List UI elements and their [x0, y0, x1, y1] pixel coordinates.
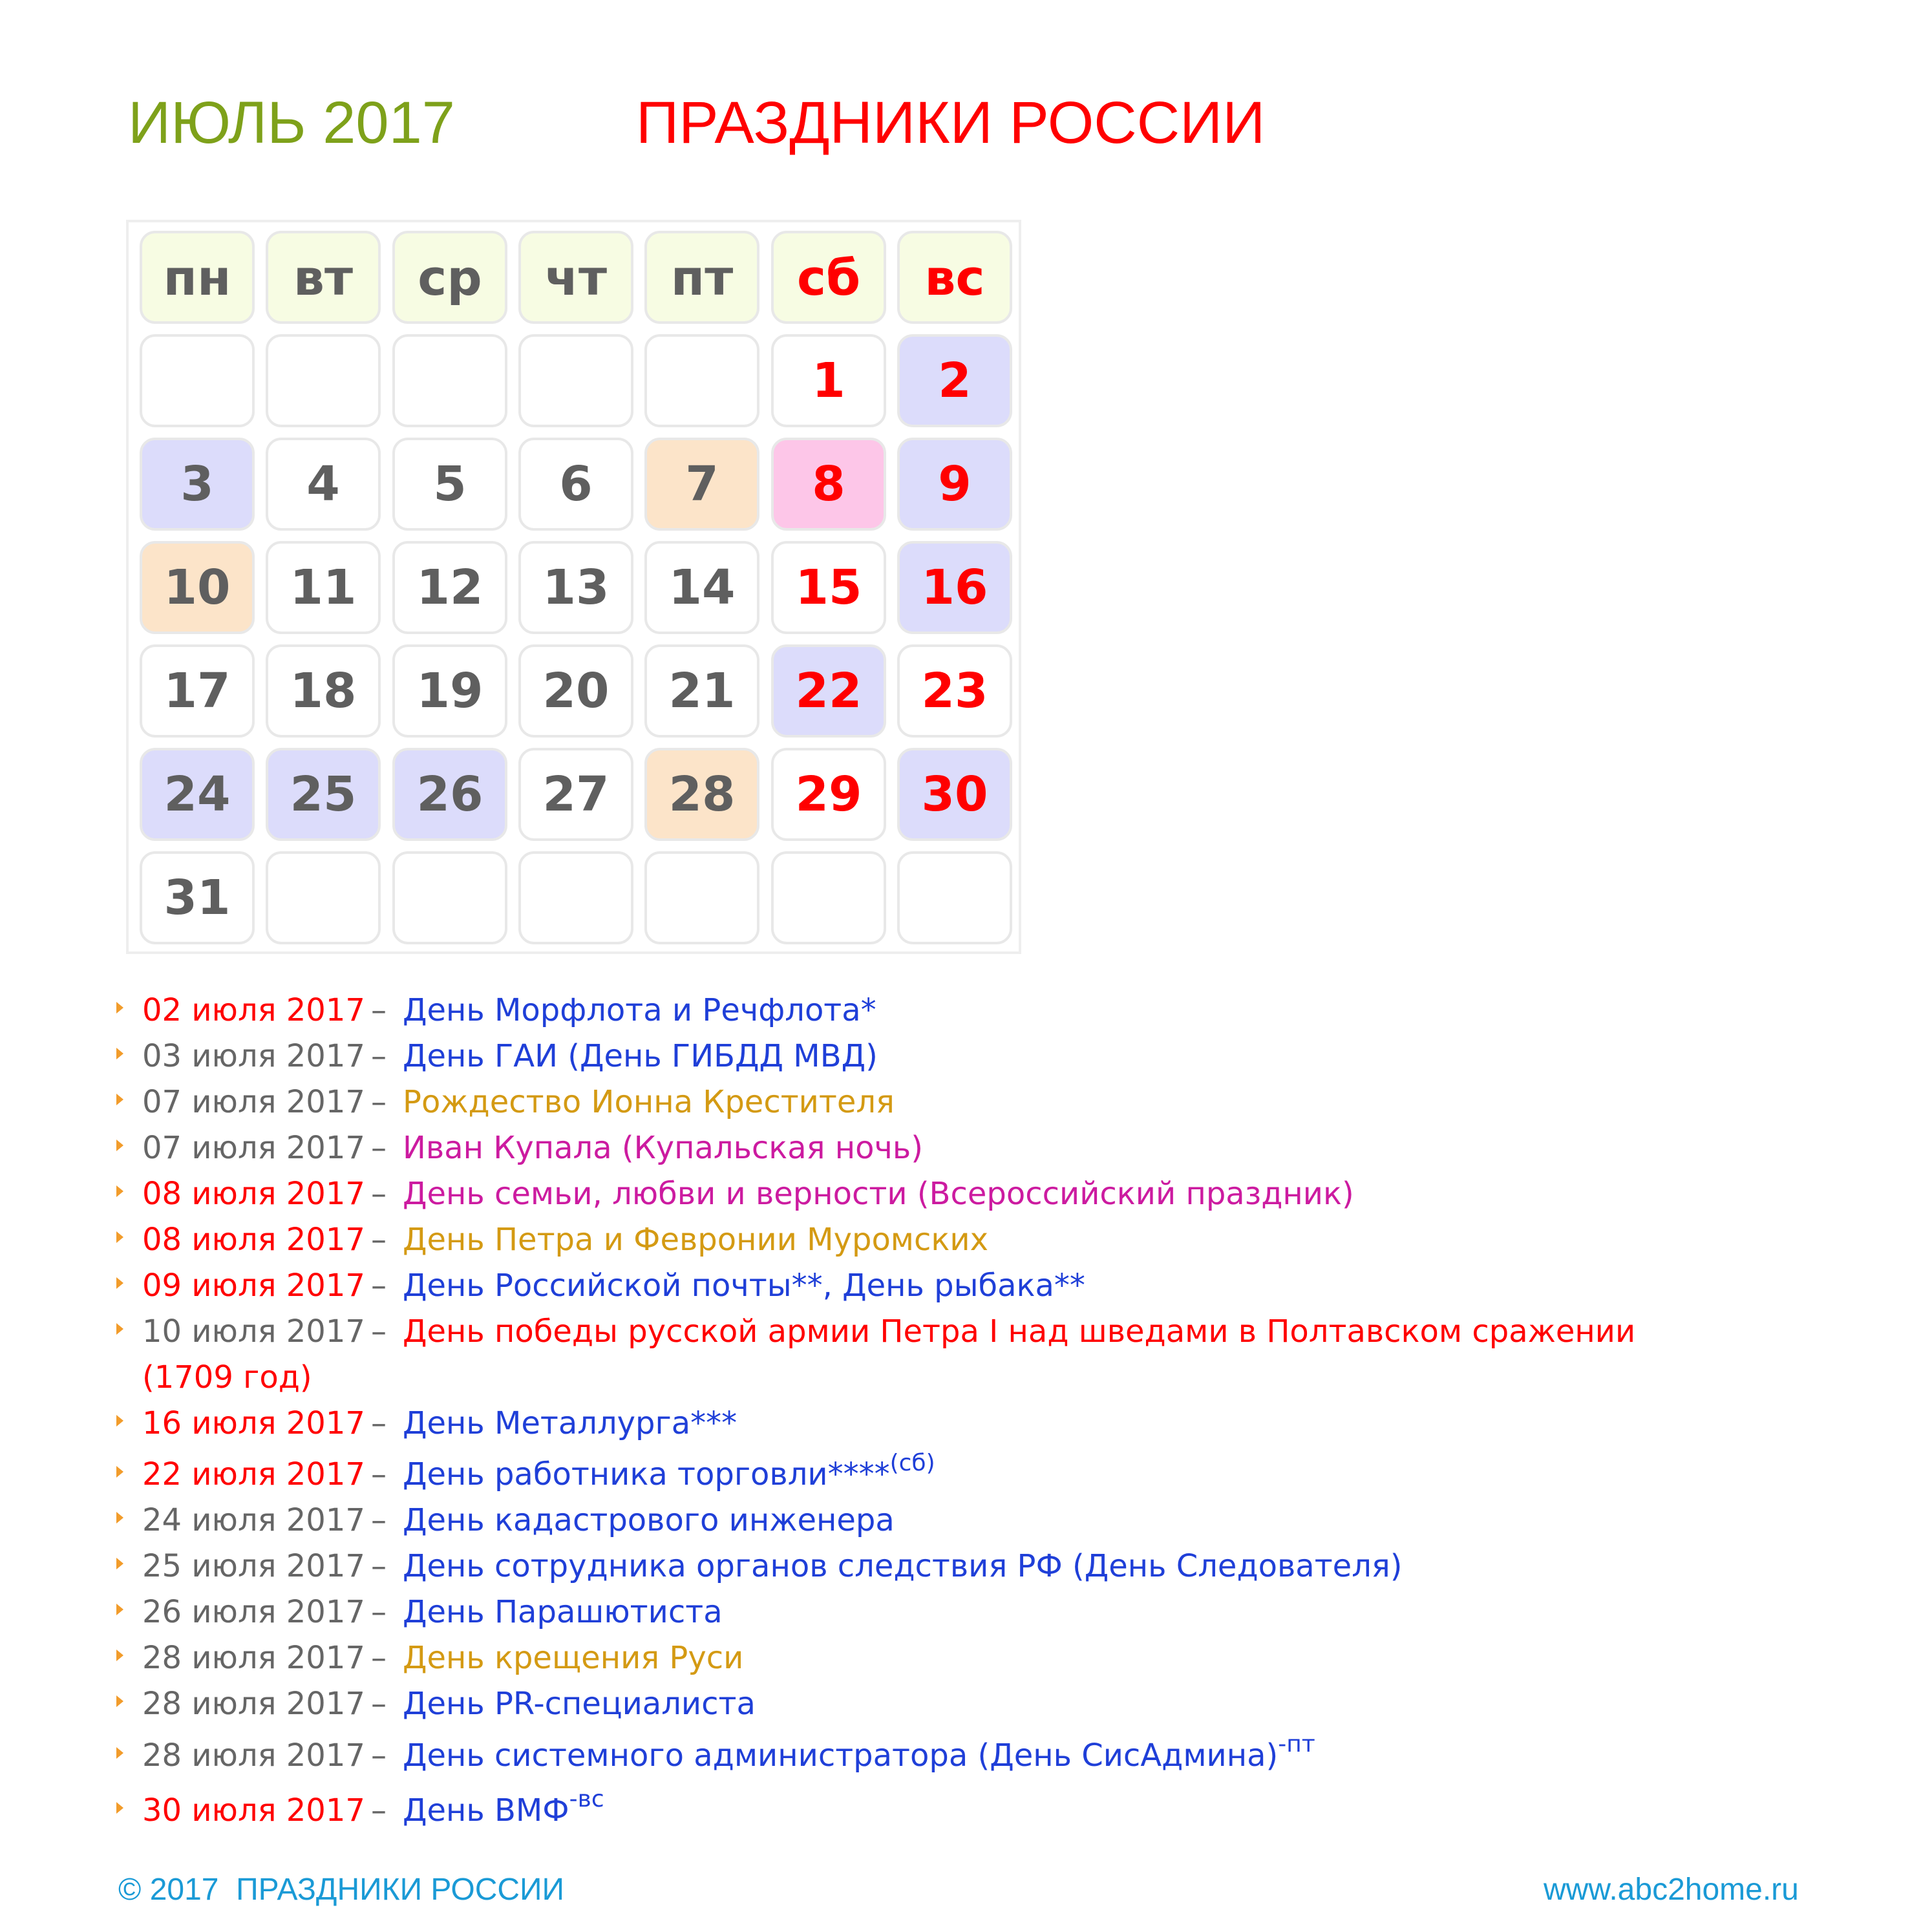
day-cell[interactable]: 27 [518, 748, 633, 841]
day-cell[interactable]: 10 [140, 541, 255, 634]
month-title: ИЮЛЬ 2017 [128, 90, 455, 156]
holiday-name-text: День крещения Руси [403, 1640, 744, 1676]
empty-day-cell [644, 851, 759, 944]
holiday-name[interactable] [403, 1635, 743, 1681]
day-cell[interactable]: 31 [140, 851, 255, 944]
weekday-header: ср [392, 231, 507, 324]
holiday-name[interactable] [403, 1125, 923, 1171]
day-cell[interactable]: 17 [140, 644, 255, 738]
day-cell[interactable]: 18 [266, 644, 381, 738]
weekday-header: вт [266, 231, 381, 324]
empty-day-cell [771, 851, 886, 944]
day-cell[interactable]: 3 [140, 438, 255, 531]
footer-copyright: © 2017 ПРАЗДНИКИ РОССИИ [118, 1873, 565, 1907]
holiday-name[interactable] [403, 1217, 988, 1263]
weekday-header: пт [644, 231, 759, 324]
holiday-date: 30 июля 2017 [142, 1792, 365, 1829]
footer-site-link[interactable]: www.abc2home.ru [1544, 1873, 1799, 1907]
separator-dash: – [371, 1268, 387, 1304]
calendar-grid [126, 220, 1021, 954]
holiday-name[interactable] [403, 1681, 756, 1727]
day-cell[interactable]: 21 [644, 644, 759, 738]
separator-dash: – [371, 1548, 387, 1584]
day-cell[interactable]: 6 [518, 438, 633, 531]
holiday-name[interactable] [403, 1544, 1402, 1589]
holiday-date: 28 июля 2017 [142, 1686, 365, 1722]
holiday-name-text: День кадастрового инженера [403, 1502, 895, 1538]
empty-day-cell [266, 851, 381, 944]
day-cell[interactable]: 26 [392, 748, 507, 841]
separator-dash: – [371, 1456, 387, 1492]
weekday-header: чт [518, 231, 633, 324]
separator-dash: – [371, 1176, 387, 1212]
holiday-name-text: День Российской почты**, День рыбака** [403, 1268, 1085, 1304]
holiday-name[interactable] [403, 1401, 737, 1447]
bullet-triangle-icon [116, 1277, 123, 1289]
empty-day-cell [518, 334, 633, 427]
bullet-triangle-icon [116, 1558, 123, 1569]
holiday-date: 02 июля 2017 [142, 992, 365, 1028]
separator-dash: – [371, 1222, 387, 1258]
holiday-name[interactable] [403, 1788, 604, 1834]
separator-dash: – [371, 1594, 387, 1630]
day-cell[interactable]: 8 [771, 438, 886, 531]
holiday-name[interactable] [403, 1034, 878, 1079]
day-cell[interactable]: 28 [644, 748, 759, 841]
separator-dash: – [371, 1792, 387, 1829]
day-cell[interactable]: 11 [266, 541, 381, 634]
separator-dash: – [371, 1640, 387, 1676]
holiday-name-text: Иван Купала (Купальская ночь) [403, 1130, 923, 1166]
bullet-triangle-icon [116, 1415, 123, 1427]
holiday-name-text: День работника торговли**** [403, 1456, 890, 1492]
holiday-name-continuation: (1709 год) [142, 1359, 312, 1396]
holiday-date: 25 июля 2017 [142, 1548, 365, 1584]
separator-dash: – [371, 1502, 387, 1538]
day-cell[interactable]: 5 [392, 438, 507, 531]
holiday-name[interactable] [403, 1263, 1085, 1309]
bullet-triangle-icon [116, 1140, 123, 1151]
bullet-triangle-icon [116, 1512, 123, 1523]
bullet-triangle-icon [116, 1185, 123, 1197]
empty-day-cell [266, 334, 381, 427]
weekday-header: пн [140, 231, 255, 324]
day-cell[interactable]: 20 [518, 644, 633, 738]
separator-dash: – [371, 1084, 387, 1120]
bullet-triangle-icon [116, 1650, 123, 1661]
separator-dash: – [371, 1737, 387, 1774]
bullet-triangle-icon [116, 1604, 123, 1615]
bullet-triangle-icon [116, 1048, 123, 1059]
day-cell[interactable]: 12 [392, 541, 507, 634]
holiday-note-superscript: -пт [1278, 1731, 1315, 1757]
day-cell[interactable]: 30 [897, 748, 1012, 841]
separator-dash: – [371, 1130, 387, 1166]
separator-dash: – [371, 992, 387, 1028]
holiday-date: 08 июля 2017 [142, 1176, 365, 1212]
holiday-date: 24 июля 2017 [142, 1502, 365, 1538]
holiday-name-text: Рождество Ионна Крестителя [403, 1084, 895, 1120]
empty-day-cell [392, 851, 507, 944]
holiday-name[interactable] [403, 1733, 1315, 1779]
separator-dash: – [371, 1313, 387, 1350]
day-cell[interactable]: 29 [771, 748, 886, 841]
holiday-name[interactable] [403, 1171, 1354, 1217]
holiday-name[interactable] [403, 988, 876, 1034]
empty-day-cell [644, 334, 759, 427]
holiday-name-text: День сотрудника органов следствия РФ (День Следователя) [403, 1548, 1403, 1584]
holiday-name-text: День Петра и Февронии Муромских [403, 1222, 988, 1258]
holiday-date: 26 июля 2017 [142, 1594, 365, 1630]
empty-day-cell [140, 334, 255, 427]
separator-dash: – [371, 1405, 387, 1441]
day-cell[interactable]: 14 [644, 541, 759, 634]
day-cell[interactable]: 25 [266, 748, 381, 841]
separator-dash: – [371, 1038, 387, 1074]
bullet-triangle-icon [116, 1002, 123, 1014]
holiday-name-text: День семьи, любви и верности (Всероссийский праздник) [403, 1176, 1354, 1212]
holiday-date: 10 июля 2017 [142, 1313, 365, 1350]
day-cell[interactable]: 23 [897, 644, 1012, 738]
holiday-date: 16 июля 2017 [142, 1405, 365, 1441]
empty-day-cell [897, 851, 1012, 944]
holiday-date: 07 июля 2017 [142, 1130, 365, 1166]
bullet-triangle-icon [116, 1747, 123, 1759]
holiday-date: 28 июля 2017 [142, 1737, 365, 1774]
day-cell[interactable]: 1 [771, 334, 886, 427]
holiday-date: 28 июля 2017 [142, 1640, 365, 1676]
holiday-date: 09 июля 2017 [142, 1268, 365, 1304]
day-cell[interactable]: 19 [392, 644, 507, 738]
bullet-triangle-icon [116, 1802, 123, 1814]
day-cell[interactable]: 22 [771, 644, 886, 738]
bullet-triangle-icon [116, 1094, 123, 1105]
holiday-date: 03 июля 2017 [142, 1038, 365, 1074]
holiday-name-text: День системного администратора (День СисАдмина) [403, 1737, 1279, 1774]
day-cell[interactable]: 7 [644, 438, 759, 531]
bullet-triangle-icon [116, 1323, 123, 1335]
holiday-date: 08 июля 2017 [142, 1222, 365, 1258]
day-cell[interactable]: 13 [518, 541, 633, 634]
holiday-name[interactable] [403, 1309, 1635, 1355]
holiday-name-text: День ВМФ [403, 1792, 569, 1829]
bullet-triangle-icon [116, 1466, 123, 1478]
day-cell[interactable]: 16 [897, 541, 1012, 634]
day-cell[interactable]: 4 [266, 438, 381, 531]
holiday-name[interactable] [403, 1589, 723, 1635]
holiday-name[interactable] [403, 1498, 895, 1544]
holiday-date: 22 июля 2017 [142, 1456, 365, 1492]
holiday-name[interactable] [403, 1079, 895, 1125]
holiday-name-text: День Морфлота и Речфлота* [403, 992, 876, 1028]
weekday-header: сб [771, 231, 886, 324]
day-cell[interactable]: 15 [771, 541, 886, 634]
separator-dash: – [371, 1686, 387, 1722]
bullet-triangle-icon [116, 1231, 123, 1243]
bullet-triangle-icon [116, 1695, 123, 1707]
holiday-note-superscript: -вс [569, 1786, 604, 1812]
holiday-name-text: День Парашютиста [403, 1594, 723, 1630]
holiday-name-text: День Металлурга*** [403, 1405, 738, 1441]
holiday-name-text: День ГАИ (День ГИБДД МВД) [403, 1038, 878, 1074]
empty-day-cell [518, 851, 633, 944]
page-title: ПРАЗДНИКИ РОССИИ [636, 90, 1266, 156]
holiday-note-superscript: (сб) [889, 1450, 935, 1476]
day-cell[interactable]: 24 [140, 748, 255, 841]
holiday-name[interactable] [403, 1452, 935, 1498]
empty-day-cell [392, 334, 507, 427]
holiday-date: 07 июля 2017 [142, 1084, 365, 1120]
holiday-name-text: День PR-специалиста [403, 1686, 756, 1722]
weekday-header: вс [897, 231, 1012, 324]
day-cell[interactable]: 2 [897, 334, 1012, 427]
day-cell[interactable]: 9 [897, 438, 1012, 531]
holiday-name-text: День победы русской армии Петра I над шведами в Полтавском сражении [403, 1313, 1636, 1350]
